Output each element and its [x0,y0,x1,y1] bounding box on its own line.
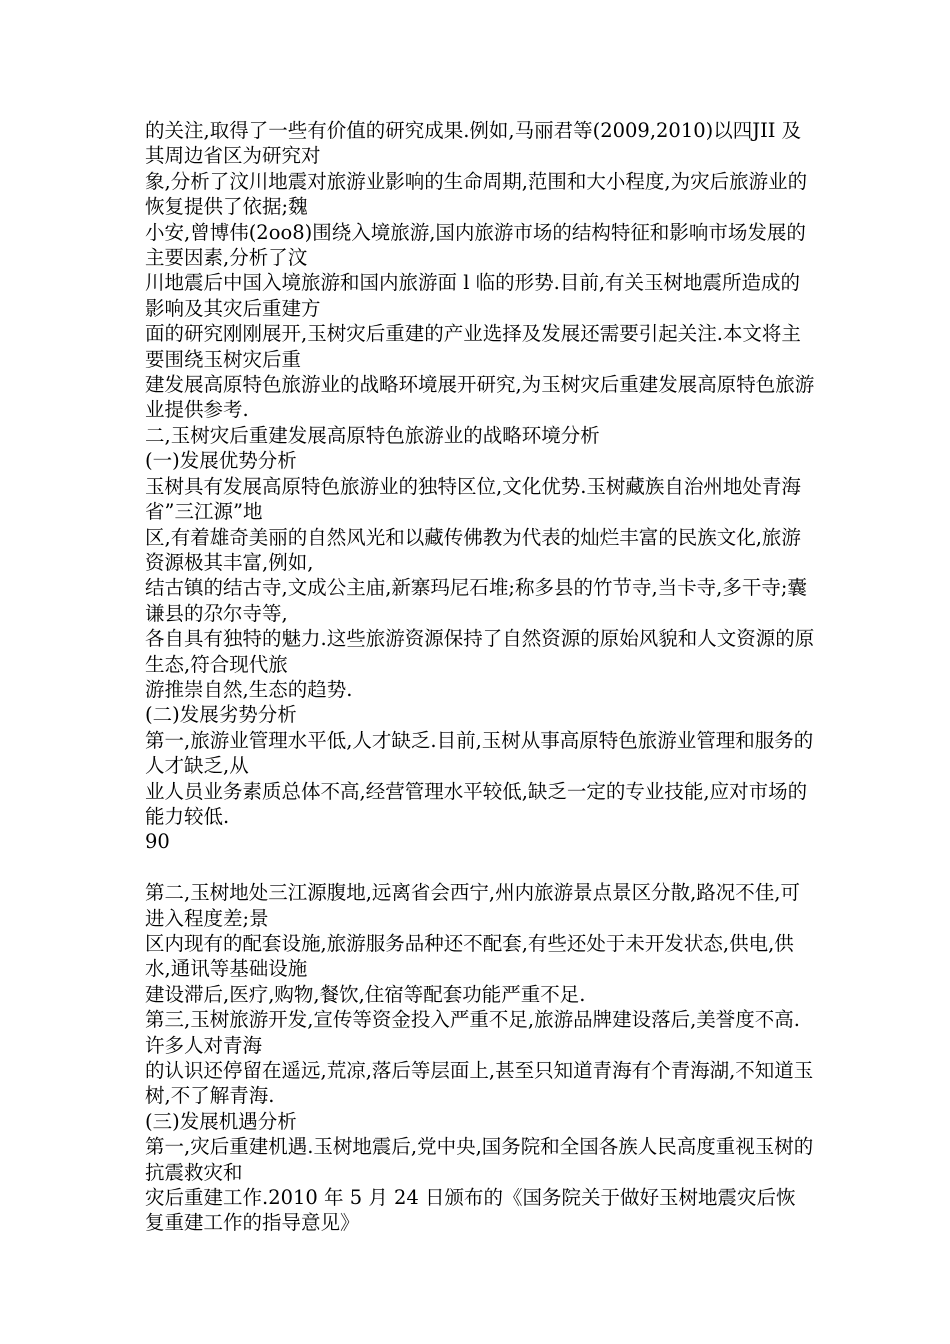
paragraph-line: 灾后重建工作.2010 年 5 月 24 日颁布的《国务院关于做好玉树地震灾后恢复重建工作的指导意见》 [145,1186,796,1235]
paragraph-line: 小安,曾博伟(2oo8)围绕入境旅游,国内旅游市场的结构特征和影响市场发展的主要因素,分析了汶 [145,220,806,270]
subsection-heading: (三)发展机遇分析 [145,1109,297,1133]
paragraph-line: 第二,玉树地处三江源腹地,远离省会西宁,州内旅游景点景区分散,路况不佳,可进入程度差;景 [145,881,800,930]
paragraph-line: 建设滞后,医疗,购物,餐饮,住宿等配套功能严重不足. [145,982,586,1006]
subsection-heading: (一)发展优势分析 [145,449,297,473]
page-number: 90 [145,830,170,854]
paragraph-line: 区内现有的配套设施,旅游服务品种还不配套,有些还处于未开发状态,供电,供水,通讯等基础设施 [145,931,794,981]
paragraph-line: 游推崇自然,生态的趋势. [145,677,353,701]
paragraph-line: 的关注,取得了一些有价值的研究成果.例如,马丽君等(2009,2010)以四JII 及其周边省区为研究对 [145,119,802,168]
paragraph-line: 各自具有独特的魅力.这些旅游资源保持了自然资源的原始风貌和人文资源的原生态,符合现代旅 [145,627,815,676]
paragraph-line: 象,分析了汶川地震对旅游业影响的生命周期,范围和大小程度,为灾后旅游业的恢复提供了依据;魏 [145,169,808,219]
paragraph-line: 第三,玉树旅游开发,宣传等资金投入严重不足,旅游品牌建设落后,美誉度不高.许多人对青海 [145,1008,800,1057]
paragraph-line: 业人员业务素质总体不高,经营管理水平较低,缺乏一定的专业技能,应对市场的能力较低. [145,779,808,828]
paragraph-line: 川地震后中国入境旅游和国内旅游面 l 临的形势.目前,有关玉树地震所造成的影响及其灾后重建方 [145,271,801,320]
document-body [145,118,815,1236]
paragraph-line: 第一,灾后重建机遇.玉树地震后,党中央,国务院和全国各族人民高度重视玉树的抗震救灾和 [145,1135,814,1184]
paragraph-line: 第一,旅游业管理水平低,人才缺乏.目前,玉树从事高原特色旅游业管理和服务的人才缺乏,从 [145,728,814,778]
subsection-heading: (二)发展劣势分析 [145,703,297,727]
paragraph-line: 建发展高原特色旅游业的战略环境展开研究,为玉树灾后重建发展高原特色旅游业提供参考. [145,373,815,422]
paragraph-line: 结古镇的结古寺,文成公主庙,新寨玛尼石堆;称多县的竹节寺,当卡寺,多干寺;囊谦县的尕尔寺等, [145,576,807,625]
paragraph-line: 区,有着雄奇美丽的自然风光和以藏传佛教为代表的灿烂丰富的民族文化,旅游资源极其丰富,例如, [145,525,801,574]
paragraph-line: 面的研究刚刚展开,玉树灾后重建的产业选择及发展还需要引起关注.本文将主要围绕玉树灾后重 [145,322,801,371]
blank-line [145,855,815,880]
section-heading: 二,玉树灾后重建发展高原特色旅游业的战略环境分析 [145,423,600,447]
paragraph-line: 玉树具有发展高原特色旅游业的独特区位,文化优势.玉树藏族自治州地处青海省”三江源”地 [145,474,801,524]
paragraph-line: 的认识还停留在遥远,荒凉,落后等层面上,甚至只知道青海有个青海湖,不知道玉树,不了解青海. [145,1059,814,1108]
